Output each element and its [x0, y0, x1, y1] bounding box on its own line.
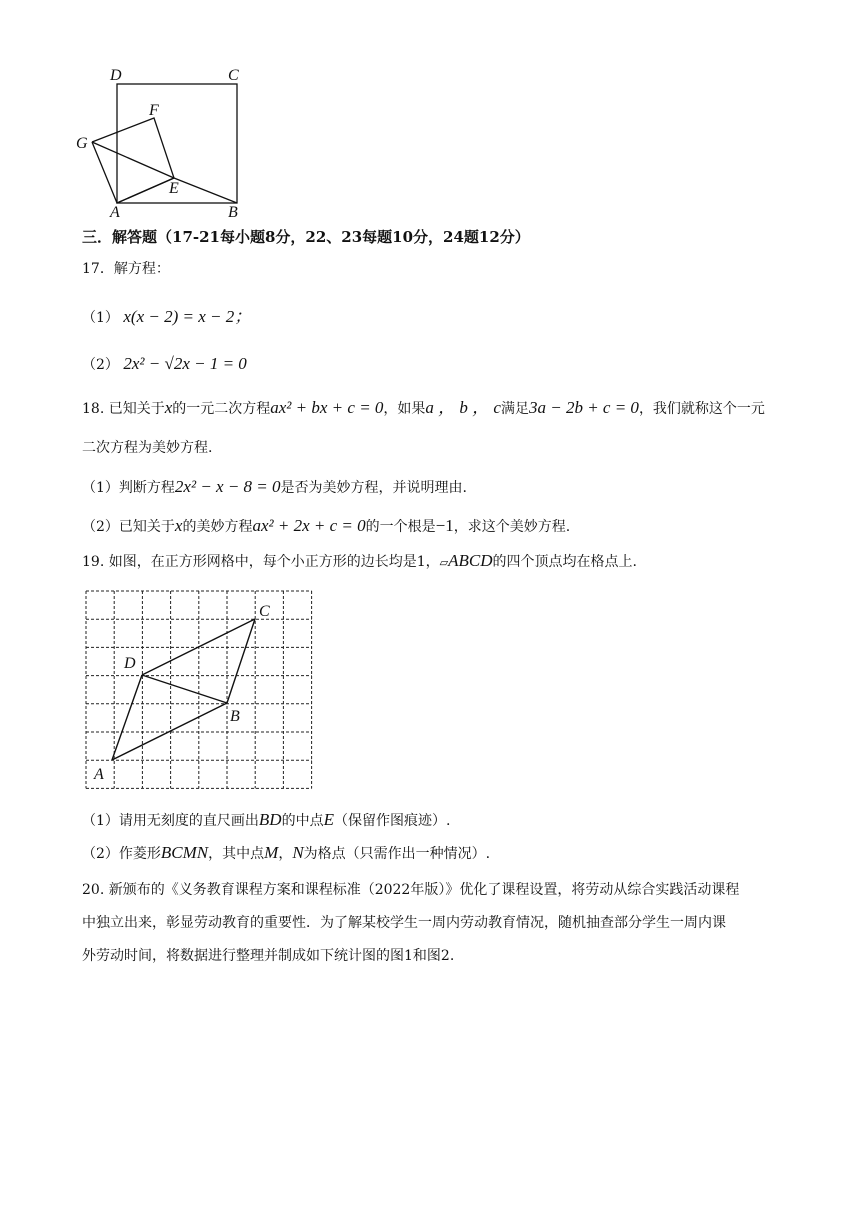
- q18-text: ，我们就称这个一元: [638, 401, 765, 417]
- label-d: D: [110, 67, 122, 84]
- q19-part1: [82, 810, 450, 831]
- q17-part1-equation: x(x − 2) = x − 2；: [123, 307, 252, 326]
- q19-part2-n: N: [292, 843, 304, 862]
- q18-part2-text: ，求这个美妙方程.: [453, 519, 571, 535]
- q19-part1-bd: BD: [258, 810, 282, 829]
- q18-part1: [82, 477, 467, 498]
- q18-part2-text: 的美妙方程: [182, 519, 253, 535]
- q19-text: 的四个顶点均在格点上.: [492, 554, 637, 570]
- q19-part2-m: M: [264, 843, 279, 862]
- q18-part2-text: （2）已知关于: [82, 519, 175, 535]
- q19-part1-text: 的中点: [281, 813, 324, 829]
- q18-line1: [82, 398, 765, 419]
- label-b: B: [228, 204, 238, 220]
- q19-part2-text: ，其中点: [208, 846, 265, 862]
- q17-part2-equation: 2x² − √2x − 1 = 0: [123, 354, 247, 373]
- q19-part2-bcmn: BCMN: [160, 843, 209, 862]
- grid-label-c: C: [259, 603, 270, 620]
- segment-bc: [227, 619, 255, 703]
- label-c: C: [228, 67, 239, 84]
- q19-part1-text: （1）请用无刻度的直尺画出: [82, 813, 259, 829]
- q17-part1: [82, 307, 251, 328]
- q19-line1: [82, 551, 637, 573]
- section-heading: 三．解答题（17-21每小题8分，22、23每题10分，24题12分）: [82, 228, 530, 246]
- grid-lines: [86, 591, 312, 788]
- label-a: A: [110, 204, 120, 220]
- label-g: G: [76, 135, 88, 152]
- q18-part2: [82, 516, 570, 537]
- q19-abcd: ABCD: [448, 551, 493, 570]
- q17-part2-label: （2）: [82, 357, 119, 373]
- q18-text: 的一元二次方程: [172, 401, 271, 417]
- q19-part1-text: （保留作图痕迹）.: [333, 813, 451, 829]
- square-figure: [70, 60, 270, 220]
- q18-vars: a ， b ， c: [425, 398, 501, 417]
- q18-part2-text: 的一个根是: [365, 519, 436, 535]
- q19-part2-text: 为格点（只需作出一种情况）.: [303, 846, 491, 862]
- grid-label-d: D: [124, 655, 136, 672]
- q19-part1-e: E: [323, 810, 334, 829]
- grid-label-b: B: [230, 708, 240, 725]
- q18-var-x: x: [164, 398, 173, 417]
- label-e: E: [169, 180, 179, 197]
- q18-part1-text: （1）判断方程: [82, 480, 175, 496]
- segment-eb: [174, 178, 237, 203]
- q18-part2-var-x: x: [174, 516, 183, 535]
- q18-condition: 3a − 2b + c = 0: [528, 398, 639, 417]
- q17-part1-label: （1）: [82, 310, 119, 326]
- q18-text: 18. 已知关于: [82, 401, 165, 417]
- q17-intro: 17．解方程：: [82, 261, 170, 277]
- q20-line3: 外劳动时间，将数据进行整理并制成如下统计图的图1和图2.: [82, 948, 455, 964]
- q18-part1-equation: 2x² − x − 8 = 0: [174, 477, 281, 496]
- q18-equation: ax² + bx + c = 0: [270, 398, 384, 417]
- q18-part2-equation: ax² + 2x + c = 0: [252, 516, 366, 535]
- q19-text: 19. 如图，在正方形网格中，每个小正方形的边长均是1，: [82, 554, 440, 570]
- q19-part2: [82, 843, 490, 864]
- segment-ae: [117, 178, 174, 203]
- q18-part1-text: 是否为美妙方程，并说明理由.: [280, 480, 467, 496]
- q19-part2-text: ，: [278, 846, 293, 862]
- q19-part2-text: （2）作菱形: [82, 846, 161, 862]
- q17-part2: [82, 354, 247, 375]
- label-f: F: [149, 102, 159, 119]
- grid-label-a: A: [94, 766, 104, 783]
- q18-line2: 二次方程为美妙方程.: [82, 440, 213, 456]
- q20-line1: 20. 新颁布的《义务教育课程方案和课程标准（2022年版）》优化了课程设置，将劳动从综合实践活动课程: [82, 882, 740, 898]
- q18-text: ，如果: [383, 401, 426, 417]
- segment-db: [142, 675, 227, 703]
- q18-part2-root: −1: [435, 516, 454, 535]
- q18-text: 满足: [500, 401, 529, 417]
- parallelogram-symbol: ▱: [439, 556, 449, 569]
- grid-figure: [82, 588, 314, 790]
- q20-line2: 中独立出来，彰显劳动教育的重要性．为了解某校学生一周内劳动教育情况，随机抽查部分学生一周内课: [82, 915, 726, 931]
